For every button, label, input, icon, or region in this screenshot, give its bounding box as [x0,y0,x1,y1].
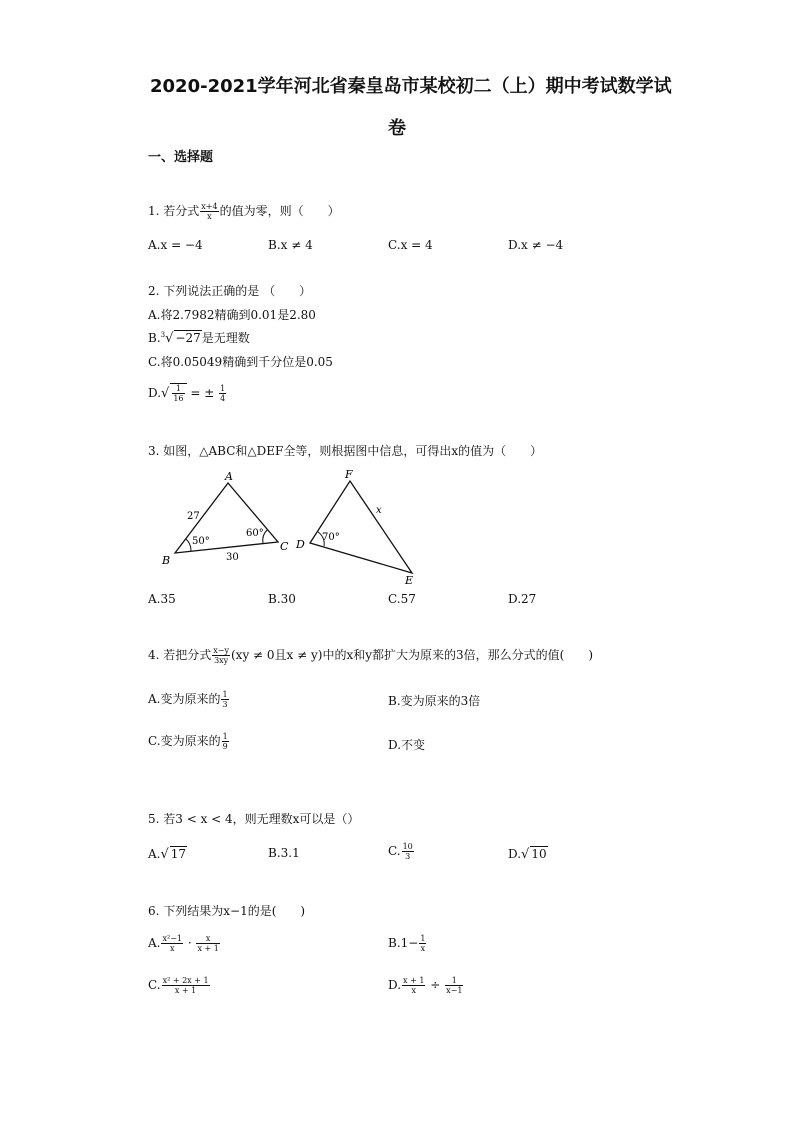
q4-tail: (xy ≠ 0且x ≠ y)中的x和y都扩大为原来的3倍，那么分式的值( ) [231,648,594,662]
q3-option-a: A.35 [148,592,176,606]
q4-option-c [148,732,230,751]
q2-optb-index: 3 [160,331,166,339]
q2-option-d [148,383,227,403]
q2-option-c: C.将0.05049精确到千分位是0.05 [148,355,333,369]
q1-option-c: C.x = 4 [388,238,433,252]
q6-optb-prefix: B.1− [388,936,419,950]
question-6-stem: 6. 下列结果为x−1的是( ) [148,904,306,918]
q6-option-a [148,934,221,953]
q2-optd-radical [170,383,186,403]
q6-opta-frac2 [196,934,219,953]
page-title-line1: 2020-2021学年河北省秦皇岛市某校初二（上）期中考试数学试 [150,76,672,97]
side-ab-label: 27 [187,511,200,522]
q4-optc-den: 9 [222,742,228,751]
q6-opta-n2: x [196,934,219,944]
q2-optd-mid: = ± [190,386,215,400]
angle-b-arc [186,539,191,551]
q5-option-c [388,842,415,861]
angle-c-label: 60° [246,528,264,539]
q2-optd-den: 4 [220,394,226,403]
q1-option-d: D.x ≠ −4 [508,238,564,252]
q6-optb-frac [419,934,426,953]
q5-option-a [148,846,187,862]
q6-optd-prefix: D. [388,978,402,992]
q2-optd-frac [219,384,226,403]
angle-d-label: 70° [322,532,340,543]
q2-option-b [148,329,250,346]
q6-optb-den: x [420,944,426,953]
radical-icon: √ [521,847,530,862]
q4-num: 4. 若把分式 [148,648,212,662]
q6-optd-op: ÷ [430,978,441,992]
q5-optc-prefix: C. [388,844,401,858]
vertex-f-label: F [345,468,353,481]
q4-frac-den: 3xy [214,656,229,665]
q5-optd-radicand: 10 [531,847,547,861]
q4-optc-frac [222,732,229,751]
q4-fraction [212,646,230,665]
q5-optc-frac [402,842,414,861]
q3-option-b: B.30 [268,592,296,606]
q6-optc-prefix: C. [148,978,161,992]
q2-option-a: A.将2.7982精确到0.01是2.80 [148,308,316,322]
q4-opta-prefix: A.变为原来的 [148,692,221,706]
q5-optc-num: 10 [402,842,413,851]
q5-opta-prefix: A. [148,847,161,861]
q6-opta-n1: x²−1 [162,934,182,943]
q2-optd-prefix: D. [148,386,162,400]
q6-option-c [148,976,211,995]
q6-optc-frac [162,976,210,995]
question-1-stem [148,202,340,221]
angle-b-label: 50° [192,536,210,547]
q6-optc-den: x + 1 [174,986,197,995]
q6-opta-prefix: A. [148,936,161,950]
q1-option-b: B.x ≠ 4 [268,238,313,252]
q5-option-d [508,846,548,862]
q6-optb-num: 1 [420,934,426,943]
q2-optd-rad-den: 16 [173,394,184,403]
vertex-c-label: C [280,540,289,553]
q6-optd-frac1 [402,976,425,995]
q5-opta-radicand: 17 [170,847,187,861]
q5-option-b: B.3.1 [268,846,300,860]
q4-opta-num: 1 [222,690,228,699]
radical-icon: √ [160,847,169,862]
q6-option-d [388,976,464,995]
radical-icon: √ [165,331,174,346]
q6-optd-n1: x + 1 [403,976,425,985]
radical-icon: √ [161,386,170,401]
q6-opta-d2: x + 1 [197,944,219,953]
q6-optd-frac2 [445,976,463,995]
q1-frac-den: x [207,212,212,221]
q4-option-a [148,690,230,709]
q4-opta-den: 3 [222,700,228,709]
question-3-stem: 3. 如图，△ABC和△DEF全等，则根据图中信息，可得出x的值为（ ） [148,444,543,458]
q6-option-b [388,934,427,953]
q1-option-a: A.x = −4 [148,238,203,252]
q1-frac-num: x+4 [201,202,218,211]
question-5-stem: 5. 若3 < x < 4，则无理数x可以是（） [148,812,360,826]
q3-option-d: D.27 [508,592,537,606]
vertex-d-label: D [296,538,305,551]
q1-tail: 的值为零，则（ ） [219,204,340,218]
q1-num: 1. 若分式 [148,204,200,218]
q2-optd-rad-num: 1 [172,384,184,394]
triangle-def-shape [310,481,412,573]
q2-optb-tail: 是无理数 [201,331,250,345]
q4-option-b: B.变为原来的3倍 [388,694,481,708]
q4-frac-num: x−y [213,646,229,655]
q6-optd-n2: 1 [445,976,463,986]
q2-optb-prefix: B. [148,331,161,345]
page-title-line2: 卷 [388,118,406,139]
q6-optc-num: x² + 2x + 1 [162,976,209,985]
q2-optb-radicand: −27 [175,331,201,345]
q6-optd-d1: x [411,986,416,995]
triangle-abc [161,470,289,567]
q6-opta-d1: x [169,944,175,953]
vertex-e-label: E [405,574,414,586]
question-2-stem: 2. 下列说法正确的是 （ ） [148,284,312,298]
q1-fraction [200,202,218,221]
side-bc-label: 30 [226,552,239,563]
q5-optc-den: 3 [405,852,411,861]
q6-optd-d2: x−1 [446,986,463,995]
triangles-figure [150,466,430,586]
question-4-stem [148,646,593,665]
q4-optc-prefix: C.变为原来的 [148,734,221,748]
q5-optd-prefix: D. [508,847,522,861]
q4-opta-frac [221,690,228,709]
q4-optc-num: 1 [222,732,228,741]
q3-option-c: C.57 [388,592,416,606]
q6-opta-op: · [187,936,192,950]
vertex-b-label: B [162,554,171,567]
q4-option-d: D.不变 [388,738,426,752]
side-fe-label: x [376,505,382,516]
vertex-a-label: A [225,470,233,483]
q2-optd-num: 1 [220,384,226,393]
triangle-def [295,468,413,586]
q2-optd-rad-frac [172,384,184,403]
q6-opta-frac1 [161,934,183,953]
section-heading: 一、选择题 [148,150,214,165]
